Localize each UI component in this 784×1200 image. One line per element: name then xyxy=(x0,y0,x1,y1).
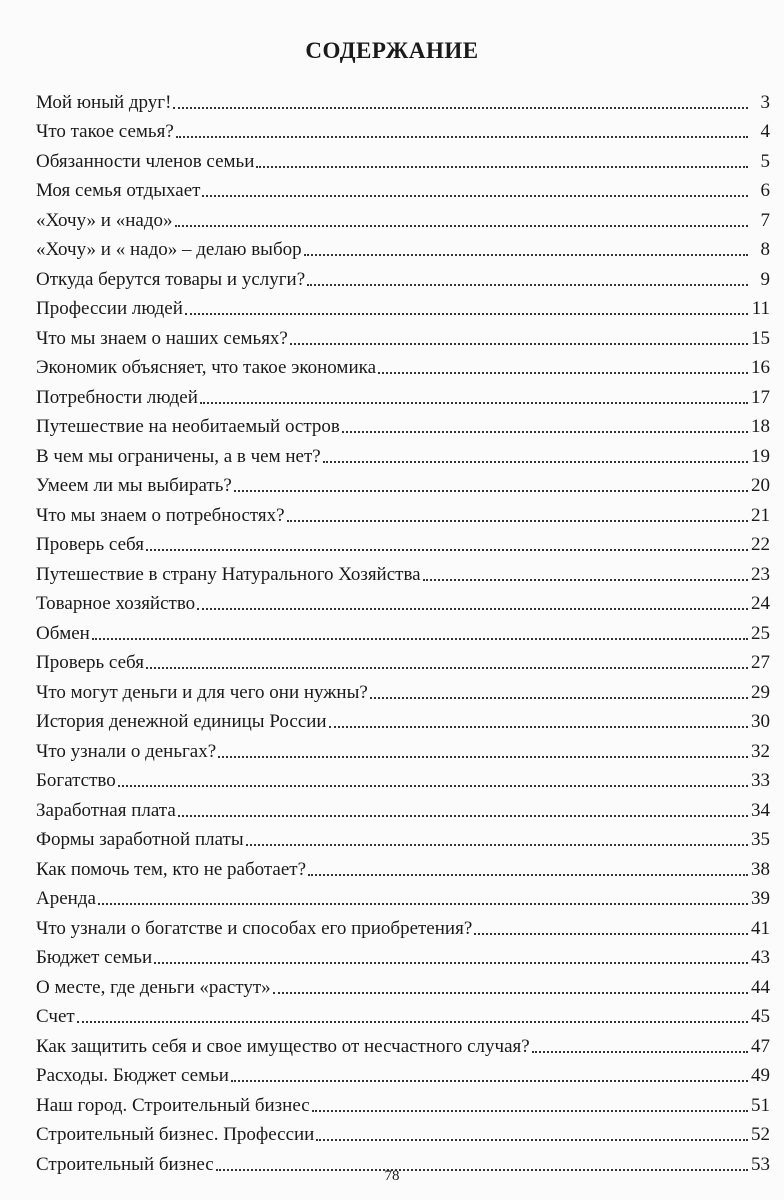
toc-entry-title: В чем мы ограничены, а в чем нет? xyxy=(36,445,321,467)
dot-leader xyxy=(307,284,748,286)
toc-entry-page: 41 xyxy=(751,917,770,939)
toc-entry-page: 34 xyxy=(751,799,770,821)
toc-entry-page: 44 xyxy=(751,976,770,998)
toc-entry-title: Умеем ли мы выбирать? xyxy=(36,475,232,496)
dot-leader xyxy=(92,638,748,640)
toc-entry-page: 53 xyxy=(751,1153,770,1175)
dot-leader xyxy=(304,254,748,256)
toc-entry xyxy=(36,556,770,586)
dot-leader xyxy=(218,756,748,758)
toc-entry-page: 23 xyxy=(751,563,770,585)
dot-leader xyxy=(246,844,748,846)
dot-leader xyxy=(329,726,748,728)
toc-entry-title: Заработная плата xyxy=(36,799,176,821)
toc-entry xyxy=(36,1058,770,1088)
toc-entry-page: 43 xyxy=(751,947,770,968)
toc-entry xyxy=(36,822,770,852)
toc-entry xyxy=(36,438,770,468)
toc-entry-title: «Хочу» и «надо» xyxy=(36,209,173,231)
toc-entry-title: Потребности людей xyxy=(36,386,198,408)
toc-entry-page: 11 xyxy=(751,298,770,319)
toc-entry-title: Аренда xyxy=(36,888,96,909)
dot-leader xyxy=(323,461,748,463)
toc-entry-title: Наш город. Строительный бизнес xyxy=(36,1094,310,1116)
toc-entry xyxy=(36,881,770,911)
toc-entry-page: 51 xyxy=(751,1094,770,1116)
dot-leader xyxy=(200,402,748,404)
toc-entry xyxy=(36,733,770,763)
toc-entry-page: 3 xyxy=(760,91,770,113)
toc-entry-page: 32 xyxy=(751,740,770,762)
dot-leader xyxy=(154,962,748,964)
dot-leader xyxy=(146,667,748,669)
toc-entry-page: 30 xyxy=(751,711,770,732)
toc-entry xyxy=(36,1087,770,1117)
toc-entry-page: 25 xyxy=(751,622,770,644)
dot-leader xyxy=(308,874,748,876)
dot-leader xyxy=(342,431,748,433)
dot-leader xyxy=(146,549,748,551)
toc-entry-page: 20 xyxy=(751,475,770,496)
dot-leader xyxy=(290,343,748,345)
toc-entry-title: Богатство xyxy=(36,770,116,791)
toc-entry-title: Профессии людей xyxy=(36,298,183,319)
dot-leader xyxy=(176,136,748,138)
toc-entry-page: 52 xyxy=(751,1124,770,1145)
toc-entry xyxy=(36,851,770,881)
toc-entry-title: Товарное хозяйство xyxy=(36,593,196,614)
toc-entry xyxy=(36,409,770,439)
toc-entry xyxy=(36,940,770,970)
toc-entry-title: Как защитить себя и свое имущество от несчастного случая? xyxy=(36,1035,530,1057)
toc-entry-page: 8 xyxy=(760,239,770,260)
page-title: СОДЕРЖАНИЕ xyxy=(305,38,479,63)
toc-entry-title: Откуда берутся товары и услуги? xyxy=(36,268,306,290)
toc-entry-title: Обязанности членов семьи xyxy=(36,150,255,172)
toc-entry-title: Что могут деньги и для чего они нужны? xyxy=(36,681,368,703)
toc-entry xyxy=(36,674,770,704)
toc-entry xyxy=(36,291,770,321)
toc-entry-page: 18 xyxy=(751,416,770,437)
toc-entry-page: 47 xyxy=(751,1035,770,1057)
toc-entry-page: 7 xyxy=(760,209,770,231)
toc-entry xyxy=(36,261,770,291)
dot-leader xyxy=(173,107,748,109)
toc-entry-title: Что узнали о богатстве и способах его приобретения? xyxy=(36,917,473,939)
dot-leader xyxy=(312,1110,748,1112)
toc-entry-page: 9 xyxy=(760,268,770,290)
toc-entry-title: Бюджет семьи xyxy=(36,947,153,968)
toc-entry-page: 6 xyxy=(760,180,770,201)
toc-entry xyxy=(36,379,770,409)
toc-entry-page: 16 xyxy=(751,357,770,378)
toc-entry xyxy=(36,763,770,793)
dot-leader xyxy=(77,1021,748,1023)
toc-entry-title: «Хочу» и « надо» – делаю выбор xyxy=(36,239,302,260)
toc-entry-title: Что такое семья? xyxy=(36,121,174,142)
toc-entry xyxy=(36,704,770,734)
toc-entry xyxy=(36,350,770,380)
toc-entry-page: 35 xyxy=(751,829,770,850)
dot-leader xyxy=(474,933,748,935)
dot-leader xyxy=(231,1080,748,1082)
dot-leader xyxy=(378,372,748,374)
toc-entry-title: Путешествие в страну Натурального Хозяйства xyxy=(36,563,421,585)
toc-entry-page: 29 xyxy=(751,681,770,703)
toc-entry xyxy=(36,969,770,999)
table-of-contents xyxy=(36,84,770,1176)
dot-leader xyxy=(287,520,748,522)
toc-entry-page: 4 xyxy=(760,121,770,142)
toc-entry xyxy=(36,202,770,232)
toc-entry-title: Формы заработной платы xyxy=(36,829,244,850)
toc-entry-title: Проверь себя xyxy=(36,534,144,555)
toc-entry xyxy=(36,792,770,822)
dot-leader xyxy=(185,313,748,315)
toc-entry xyxy=(36,468,770,498)
toc-entry-page: 38 xyxy=(751,858,770,880)
toc-entry xyxy=(36,232,770,262)
toc-entry xyxy=(36,615,770,645)
toc-entry xyxy=(36,114,770,144)
toc-entry-title: Строительный бизнес. Профессии xyxy=(36,1124,315,1145)
toc-entry-page: 21 xyxy=(751,504,770,526)
toc-entry-title: Расходы. Бюджет семьи xyxy=(36,1065,229,1086)
toc-entry xyxy=(36,497,770,527)
toc-entry-title: Счет xyxy=(36,1006,75,1027)
toc-entry-page: 45 xyxy=(751,1006,770,1027)
dot-leader xyxy=(423,579,748,581)
dot-leader xyxy=(234,490,748,492)
toc-entry-title: Что мы знаем о наших семьях? xyxy=(36,327,288,349)
dot-leader xyxy=(316,1139,748,1141)
toc-entry-page: 39 xyxy=(751,888,770,909)
toc-entry-title: О месте, где деньги «растут» xyxy=(36,976,271,998)
dot-leader xyxy=(370,697,748,699)
toc-entry-page: 24 xyxy=(751,593,770,614)
toc-entry-title: Строительный бизнес xyxy=(36,1153,214,1175)
toc-entry xyxy=(36,527,770,557)
toc-entry-page: 22 xyxy=(751,534,770,555)
dot-leader xyxy=(178,815,748,817)
toc-entry xyxy=(36,173,770,203)
toc-entry xyxy=(36,143,770,173)
toc-entry-page: 17 xyxy=(751,386,770,408)
dot-leader xyxy=(175,225,749,227)
toc-entry-page: 49 xyxy=(751,1065,770,1086)
toc-entry xyxy=(36,586,770,616)
toc-entry-title: Путешествие на необитаемый остров xyxy=(36,416,340,437)
dot-leader xyxy=(273,992,748,994)
toc-entry-title: Экономик объясняет, что такое экономика xyxy=(36,357,376,378)
toc-entry xyxy=(36,999,770,1029)
toc-entry xyxy=(36,84,770,114)
dot-leader xyxy=(98,903,748,905)
toc-entry-title: Обмен xyxy=(36,622,90,644)
toc-entry xyxy=(36,645,770,675)
toc-entry-page: 15 xyxy=(751,327,770,349)
dot-leader xyxy=(118,785,748,787)
toc-entry-title: Проверь себя xyxy=(36,652,144,673)
toc-entry-page: 5 xyxy=(760,150,770,172)
toc-entry-page: 27 xyxy=(751,652,770,673)
toc-entry xyxy=(36,1117,770,1147)
toc-entry-page: 19 xyxy=(751,445,770,467)
toc-entry-title: История денежной единицы России xyxy=(36,711,327,732)
toc-entry xyxy=(36,320,770,350)
toc-entry-title: Что мы знаем о потребностях? xyxy=(36,504,285,526)
toc-entry-title: Мой юный друг! xyxy=(36,91,172,113)
toc-entry-title: Моя семья отдыхает xyxy=(36,180,201,201)
toc-entry-title: Что узнали о деньгах? xyxy=(36,740,217,762)
toc-entry-page: 33 xyxy=(751,770,770,791)
dot-leader xyxy=(197,608,748,610)
toc-entry xyxy=(36,910,770,940)
dot-leader xyxy=(202,195,748,197)
page-number: 78 xyxy=(384,1168,400,1184)
dot-leader xyxy=(256,166,748,168)
dot-leader xyxy=(532,1051,748,1053)
toc-entry-title: Как помочь тем, кто не работает? xyxy=(36,858,307,880)
toc-entry xyxy=(36,1028,770,1058)
